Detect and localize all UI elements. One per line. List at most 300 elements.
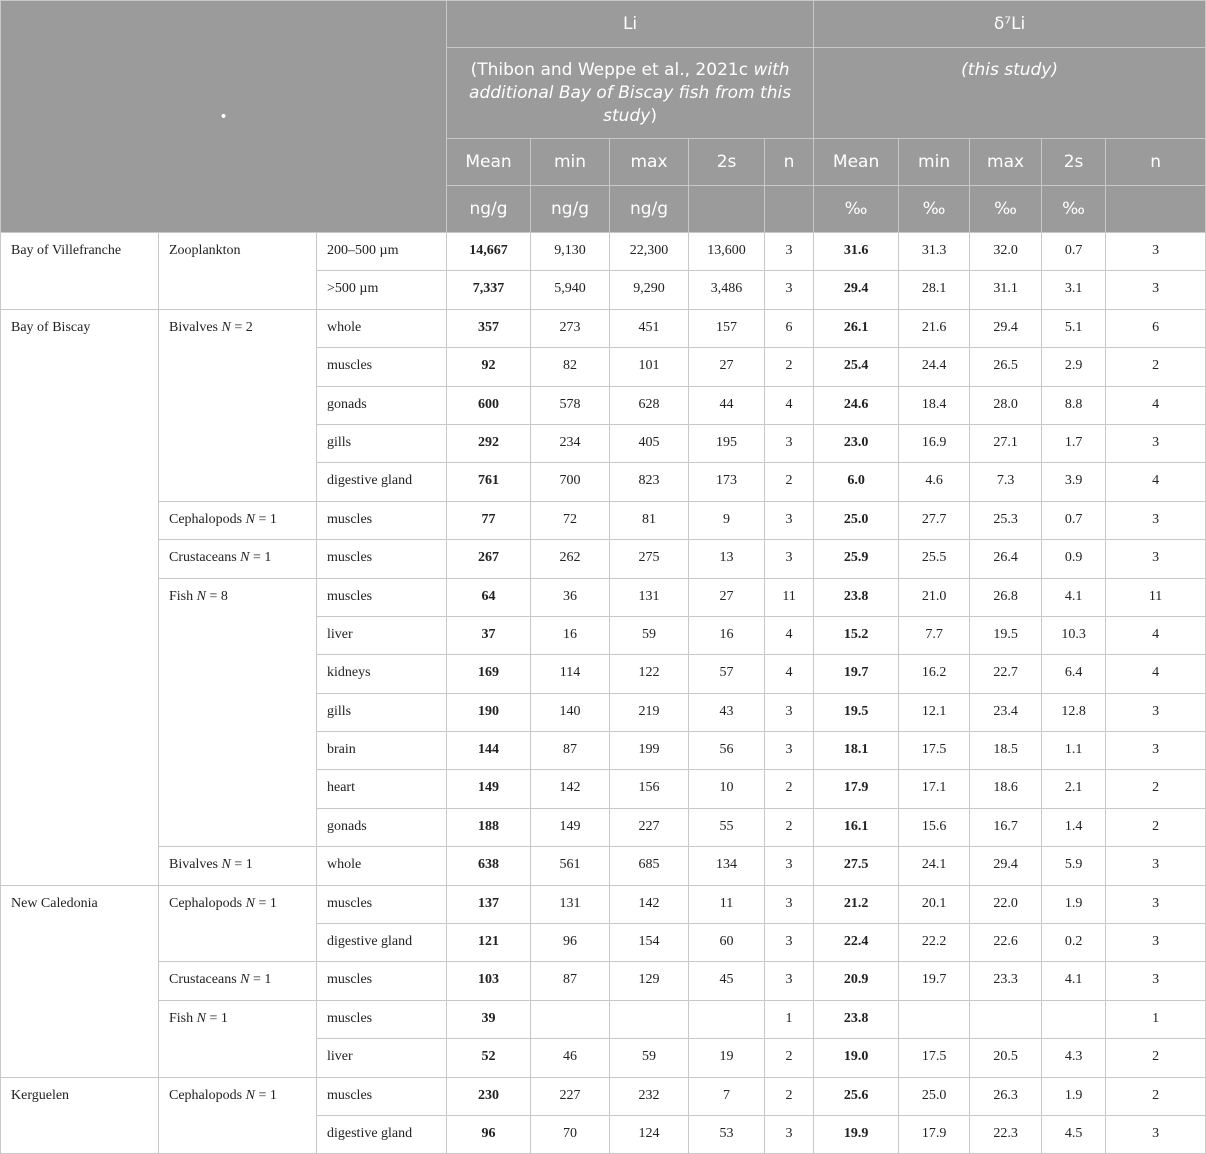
unit-header: ng/g	[531, 186, 610, 233]
tissue-cell: muscles	[317, 1000, 447, 1038]
li-value-cell: 14,667	[447, 233, 531, 271]
d7li-value-cell: 26.1	[814, 309, 899, 347]
tissue-cell: gills	[317, 424, 447, 462]
column-header: n	[765, 139, 814, 186]
table-row	[1, 578, 1206, 616]
tissue-cell: liver	[317, 616, 447, 654]
li-value-cell: 5,940	[531, 271, 610, 309]
d7li-value-cell: 1.9	[1042, 1077, 1106, 1115]
li-value-cell: 124	[610, 1115, 689, 1153]
unit-header: ng/g	[447, 186, 531, 233]
li-value-cell: 11	[765, 578, 814, 616]
table-row	[1, 540, 1206, 578]
d7li-source: (this study)	[814, 48, 1206, 139]
d7li-value-cell: 25.9	[814, 540, 899, 578]
li-value-cell: 600	[447, 386, 531, 424]
column-header: min	[531, 139, 610, 186]
li-value-cell	[689, 1000, 765, 1038]
li-value-cell: 761	[447, 463, 531, 501]
d7li-value-cell: 21.6	[899, 309, 970, 347]
d7li-value-cell: 1.7	[1042, 424, 1106, 462]
li-value-cell: 92	[447, 348, 531, 386]
li-value-cell: 70	[531, 1115, 610, 1153]
organism-cell: Cephalopods N = 1	[159, 1077, 317, 1154]
table-row	[1, 309, 1206, 347]
d7li-value-cell: 0.9	[1042, 540, 1106, 578]
li-value-cell: 7,337	[447, 271, 531, 309]
table-row	[1, 501, 1206, 539]
d7li-value-cell: 1	[1106, 1000, 1206, 1038]
d7li-value-cell: 31.1	[970, 271, 1042, 309]
li-value-cell: 87	[531, 962, 610, 1000]
d7li-value-cell: 3	[1106, 271, 1206, 309]
table-body	[1, 233, 1206, 1154]
d7li-value-cell: 12.1	[899, 693, 970, 731]
li-value-cell: 157	[689, 309, 765, 347]
li-value-cell: 578	[531, 386, 610, 424]
d7li-value-cell: 10.3	[1042, 616, 1106, 654]
column-header: 2s	[689, 139, 765, 186]
unit-header: ‰	[814, 186, 899, 233]
tissue-cell: digestive gland	[317, 924, 447, 962]
li-value-cell: 3	[765, 424, 814, 462]
d7li-value-cell: 18.4	[899, 386, 970, 424]
li-value-cell: 55	[689, 808, 765, 846]
d7li-value-cell: 3	[1106, 962, 1206, 1000]
d7li-value-cell: 23.8	[814, 1000, 899, 1038]
d7li-value-cell: 11	[1106, 578, 1206, 616]
li-value-cell: 103	[447, 962, 531, 1000]
li-value-cell: 53	[689, 1115, 765, 1153]
d7li-value-cell: 3	[1106, 233, 1206, 271]
li-value-cell: 137	[447, 885, 531, 923]
organism-cell: Cephalopods N = 1	[159, 885, 317, 962]
li-value-cell: 131	[610, 578, 689, 616]
column-header: max	[610, 139, 689, 186]
organism-cell: Crustaceans N = 1	[159, 962, 317, 1000]
site-cell: Kerguelen	[1, 1077, 159, 1154]
column-header: max	[970, 139, 1042, 186]
li-value-cell: 9,290	[610, 271, 689, 309]
li-value-cell: 3	[765, 233, 814, 271]
d7li-value-cell: 31.3	[899, 233, 970, 271]
d7li-value-cell: 18.6	[970, 770, 1042, 808]
li-value-cell: 638	[447, 847, 531, 885]
d7li-value-cell: 24.4	[899, 348, 970, 386]
li-value-cell: 823	[610, 463, 689, 501]
organism-cell: Bivalves N = 1	[159, 847, 317, 885]
li-value-cell: 173	[689, 463, 765, 501]
d7li-value-cell: 0.2	[1042, 924, 1106, 962]
table-row	[1, 847, 1206, 885]
organism-cell: Bivalves N = 2	[159, 309, 317, 501]
li-value-cell: 2	[765, 1077, 814, 1115]
li-value-cell: 96	[447, 1115, 531, 1153]
tissue-cell: 200–500 µm	[317, 233, 447, 271]
site-cell: Bay of Villefranche	[1, 233, 159, 310]
li-value-cell: 9,130	[531, 233, 610, 271]
table-header	[1, 1, 1206, 233]
li-value-cell: 188	[447, 808, 531, 846]
d7li-value-cell: 15.6	[899, 808, 970, 846]
li-value-cell: 7	[689, 1077, 765, 1115]
tissue-cell: gonads	[317, 808, 447, 846]
d7li-value-cell: 3	[1106, 885, 1206, 923]
li-value-cell: 22,300	[610, 233, 689, 271]
li-value-cell: 140	[531, 693, 610, 731]
li-value-cell: 19	[689, 1039, 765, 1077]
li-value-cell: 275	[610, 540, 689, 578]
li-value-cell: 156	[610, 770, 689, 808]
d7li-value-cell: 3.1	[1042, 271, 1106, 309]
li-value-cell: 2	[765, 1039, 814, 1077]
li-value-cell: 72	[531, 501, 610, 539]
li-value-cell	[610, 1000, 689, 1038]
d7li-value-cell: 4.6	[899, 463, 970, 501]
d7li-value-cell: 25.3	[970, 501, 1042, 539]
d7li-value-cell: 4	[1106, 386, 1206, 424]
li-value-cell: 87	[531, 732, 610, 770]
d7li-value-cell: 19.7	[814, 655, 899, 693]
d7li-value-cell: 4.1	[1042, 578, 1106, 616]
li-value-cell: 37	[447, 616, 531, 654]
column-header: n	[1106, 139, 1206, 186]
d7li-value-cell: 2	[1106, 348, 1206, 386]
table-row	[1, 233, 1206, 271]
d7li-value-cell: 0.7	[1042, 501, 1106, 539]
unit-header: ng/g	[610, 186, 689, 233]
li-value-cell	[531, 1000, 610, 1038]
li-value-cell: 6	[765, 309, 814, 347]
d7li-value-cell: 6.0	[814, 463, 899, 501]
d7li-value-cell: 3	[1106, 732, 1206, 770]
li-value-cell: 43	[689, 693, 765, 731]
d7li-value-cell: 17.9	[899, 1115, 970, 1153]
d7li-value-cell: 19.5	[970, 616, 1042, 654]
li-value-cell: 3,486	[689, 271, 765, 309]
li-value-cell: 451	[610, 309, 689, 347]
d7li-value-cell: 3	[1106, 924, 1206, 962]
li-value-cell: 121	[447, 924, 531, 962]
li-value-cell: 114	[531, 655, 610, 693]
d7li-value-cell: 4	[1106, 463, 1206, 501]
li-value-cell: 59	[610, 616, 689, 654]
site-cell: New Caledonia	[1, 885, 159, 1077]
d7li-value-cell: 6	[1106, 309, 1206, 347]
li-value-cell: 195	[689, 424, 765, 462]
li-value-cell: 3	[765, 693, 814, 731]
d7li-value-cell: 27.7	[899, 501, 970, 539]
li-value-cell: 3	[765, 885, 814, 923]
li-value-cell: 234	[531, 424, 610, 462]
tissue-cell: >500 µm	[317, 271, 447, 309]
d7li-value-cell: 3	[1106, 501, 1206, 539]
li-value-cell: 1	[765, 1000, 814, 1038]
d7li-value-cell: 12.8	[1042, 693, 1106, 731]
d7li-value-cell	[970, 1000, 1042, 1038]
li-value-cell: 142	[531, 770, 610, 808]
d7li-value-cell: 2.1	[1042, 770, 1106, 808]
li-value-cell: 3	[765, 501, 814, 539]
d7li-value-cell: 1.1	[1042, 732, 1106, 770]
li-value-cell: 9	[689, 501, 765, 539]
li-value-cell: 2	[765, 463, 814, 501]
li-value-cell: 134	[689, 847, 765, 885]
li-value-cell: 2	[765, 808, 814, 846]
tissue-cell: brain	[317, 732, 447, 770]
li-value-cell: 227	[610, 808, 689, 846]
li-value-cell: 700	[531, 463, 610, 501]
li-value-cell: 405	[610, 424, 689, 462]
d7li-group-header: δ⁷Li	[814, 1, 1206, 48]
d7li-value-cell: 32.0	[970, 233, 1042, 271]
d7li-value-cell: 3	[1106, 540, 1206, 578]
li-value-cell: 82	[531, 348, 610, 386]
li-value-cell: 3	[765, 924, 814, 962]
li-value-cell: 36	[531, 578, 610, 616]
tissue-cell: kidneys	[317, 655, 447, 693]
li-value-cell: 262	[531, 540, 610, 578]
unit-header	[765, 186, 814, 233]
d7li-value-cell: 31.6	[814, 233, 899, 271]
d7li-value-cell: 29.4	[970, 309, 1042, 347]
unit-header	[1106, 186, 1206, 233]
d7li-value-cell: 28.0	[970, 386, 1042, 424]
li-value-cell: 3	[765, 847, 814, 885]
tissue-cell: muscles	[317, 885, 447, 923]
d7li-value-cell: 24.1	[899, 847, 970, 885]
unit-header	[689, 186, 765, 233]
d7li-value-cell: 28.1	[899, 271, 970, 309]
organism-cell: Cephalopods N = 1	[159, 501, 317, 539]
d7li-value-cell: 7.7	[899, 616, 970, 654]
unit-header: ‰	[970, 186, 1042, 233]
d7li-value-cell: 17.1	[899, 770, 970, 808]
table-row	[1, 1000, 1206, 1038]
li-value-cell: 273	[531, 309, 610, 347]
li-value-cell: 232	[610, 1077, 689, 1115]
li-value-cell: 142	[610, 885, 689, 923]
li-value-cell: 149	[531, 808, 610, 846]
li-value-cell: 60	[689, 924, 765, 962]
li-value-cell: 357	[447, 309, 531, 347]
li-value-cell: 77	[447, 501, 531, 539]
d7li-value-cell: 4	[1106, 655, 1206, 693]
unit-header: ‰	[1042, 186, 1106, 233]
li-value-cell: 154	[610, 924, 689, 962]
li-value-cell: 561	[531, 847, 610, 885]
d7li-value-cell: 23.0	[814, 424, 899, 462]
li-value-cell: 4	[765, 386, 814, 424]
d7li-value-cell: 16.9	[899, 424, 970, 462]
li-value-cell: 169	[447, 655, 531, 693]
tissue-cell: digestive gland	[317, 463, 447, 501]
unit-header: ‰	[899, 186, 970, 233]
li-value-cell: 4	[765, 655, 814, 693]
tissue-cell: digestive gland	[317, 1115, 447, 1153]
li-value-cell: 267	[447, 540, 531, 578]
d7li-value-cell: 20.1	[899, 885, 970, 923]
d7li-value-cell: 3.9	[1042, 463, 1106, 501]
d7li-value-cell: 23.4	[970, 693, 1042, 731]
li-value-cell: 2	[765, 770, 814, 808]
site-cell: Bay of Biscay	[1, 309, 159, 885]
d7li-value-cell: 1.9	[1042, 885, 1106, 923]
li-value-cell: 81	[610, 501, 689, 539]
d7li-value-cell: 7.3	[970, 463, 1042, 501]
d7li-value-cell: 21.2	[814, 885, 899, 923]
li-value-cell: 199	[610, 732, 689, 770]
d7li-value-cell: 22.4	[814, 924, 899, 962]
d7li-value-cell: 3	[1106, 847, 1206, 885]
d7li-value-cell: 16.2	[899, 655, 970, 693]
tissue-cell: whole	[317, 309, 447, 347]
d7li-value-cell: 2	[1106, 770, 1206, 808]
d7li-value-cell: 27.1	[970, 424, 1042, 462]
li-value-cell: 4	[765, 616, 814, 654]
li-value-cell: 122	[610, 655, 689, 693]
d7li-value-cell: 26.8	[970, 578, 1042, 616]
d7li-value-cell: 4.3	[1042, 1039, 1106, 1077]
d7li-value-cell: 5.9	[1042, 847, 1106, 885]
d7li-value-cell: 0.7	[1042, 233, 1106, 271]
d7li-value-cell: 26.5	[970, 348, 1042, 386]
d7li-value-cell: 22.3	[970, 1115, 1042, 1153]
li-value-cell: 45	[689, 962, 765, 1000]
d7li-value-cell: 3	[1106, 424, 1206, 462]
li-value-cell: 131	[531, 885, 610, 923]
column-header: Mean	[447, 139, 531, 186]
d7li-value-cell: 22.7	[970, 655, 1042, 693]
d7li-value-cell: 18.5	[970, 732, 1042, 770]
tissue-cell: muscles	[317, 962, 447, 1000]
li-value-cell: 685	[610, 847, 689, 885]
d7li-value-cell: 16.7	[970, 808, 1042, 846]
li-value-cell: 3	[765, 540, 814, 578]
li-value-cell: 64	[447, 578, 531, 616]
d7li-value-cell: 29.4	[814, 271, 899, 309]
li-value-cell: 190	[447, 693, 531, 731]
d7li-value-cell: 25.0	[899, 1077, 970, 1115]
d7li-value-cell: 2.9	[1042, 348, 1106, 386]
li-value-cell: 39	[447, 1000, 531, 1038]
d7li-value-cell: 19.9	[814, 1115, 899, 1153]
li-value-cell: 44	[689, 386, 765, 424]
d7li-value-cell: 24.6	[814, 386, 899, 424]
d7li-value-cell: 27.5	[814, 847, 899, 885]
d7li-value-cell: 2	[1106, 1077, 1206, 1115]
d7li-value-cell: 17.9	[814, 770, 899, 808]
tissue-cell: whole	[317, 847, 447, 885]
li-value-cell: 3	[765, 1115, 814, 1153]
li-value-cell: 46	[531, 1039, 610, 1077]
d7li-value-cell: 15.2	[814, 616, 899, 654]
li-group-header: Li	[447, 1, 814, 48]
d7li-value-cell: 23.3	[970, 962, 1042, 1000]
li-value-cell: 144	[447, 732, 531, 770]
li-value-cell: 3	[765, 962, 814, 1000]
d7li-value-cell: 4.5	[1042, 1115, 1106, 1153]
d7li-value-cell: 29.4	[970, 847, 1042, 885]
li-value-cell: 57	[689, 655, 765, 693]
d7li-value-cell: 21.0	[899, 578, 970, 616]
li-value-cell: 96	[531, 924, 610, 962]
d7li-value-cell	[899, 1000, 970, 1038]
li-value-cell: 129	[610, 962, 689, 1000]
d7li-value-cell: 19.5	[814, 693, 899, 731]
column-header: 2s	[1042, 139, 1106, 186]
d7li-value-cell: 23.8	[814, 578, 899, 616]
li-value-cell: 230	[447, 1077, 531, 1115]
li-value-cell: 292	[447, 424, 531, 462]
d7li-value-cell: 4	[1106, 616, 1206, 654]
li-value-cell: 628	[610, 386, 689, 424]
organism-cell: Fish N = 1	[159, 1000, 317, 1077]
column-header: Mean	[814, 139, 899, 186]
li-value-cell: 16	[531, 616, 610, 654]
li-value-cell: 59	[610, 1039, 689, 1077]
d7li-value-cell: 2	[1106, 808, 1206, 846]
table-row	[1, 1077, 1206, 1115]
d7li-value-cell: 1.4	[1042, 808, 1106, 846]
d7li-value-cell: 17.5	[899, 1039, 970, 1077]
tissue-cell: gonads	[317, 386, 447, 424]
tissue-cell: gills	[317, 693, 447, 731]
li-value-cell: 3	[765, 271, 814, 309]
d7li-value-cell: 3	[1106, 1115, 1206, 1153]
li-value-cell: 11	[689, 885, 765, 923]
organism-cell: Crustaceans N = 1	[159, 540, 317, 578]
d7li-value-cell: 19.7	[899, 962, 970, 1000]
column-header: min	[899, 139, 970, 186]
tissue-cell: heart	[317, 770, 447, 808]
d7li-value-cell: 22.6	[970, 924, 1042, 962]
li-value-cell: 27	[689, 348, 765, 386]
li-value-cell: 13	[689, 540, 765, 578]
li-value-cell: 149	[447, 770, 531, 808]
header-bullet: •	[1, 1, 447, 233]
d7li-value-cell: 19.0	[814, 1039, 899, 1077]
li-value-cell: 16	[689, 616, 765, 654]
d7li-value-cell: 8.8	[1042, 386, 1106, 424]
li-value-cell: 219	[610, 693, 689, 731]
d7li-value-cell: 22.0	[970, 885, 1042, 923]
d7li-value-cell: 25.0	[814, 501, 899, 539]
li-value-cell: 10	[689, 770, 765, 808]
tissue-cell: muscles	[317, 501, 447, 539]
d7li-value-cell: 16.1	[814, 808, 899, 846]
d7li-value-cell: 4.1	[1042, 962, 1106, 1000]
d7li-value-cell: 6.4	[1042, 655, 1106, 693]
d7li-value-cell: 22.2	[899, 924, 970, 962]
d7li-value-cell	[1042, 1000, 1106, 1038]
d7li-value-cell: 25.6	[814, 1077, 899, 1115]
tissue-cell: liver	[317, 1039, 447, 1077]
d7li-value-cell: 25.5	[899, 540, 970, 578]
d7li-value-cell: 20.5	[970, 1039, 1042, 1077]
d7li-value-cell: 25.4	[814, 348, 899, 386]
tissue-cell: muscles	[317, 540, 447, 578]
d7li-value-cell: 18.1	[814, 732, 899, 770]
tissue-cell: muscles	[317, 578, 447, 616]
li-value-cell: 227	[531, 1077, 610, 1115]
li-source: (Thibon and Weppe et al., 2021c with additional Bay of Biscay fish from this study)	[447, 48, 814, 139]
d7li-value-cell: 20.9	[814, 962, 899, 1000]
organism-cell: Fish N = 8	[159, 578, 317, 847]
d7li-value-cell: 2	[1106, 1039, 1206, 1077]
li-value-cell: 101	[610, 348, 689, 386]
tissue-cell: muscles	[317, 348, 447, 386]
